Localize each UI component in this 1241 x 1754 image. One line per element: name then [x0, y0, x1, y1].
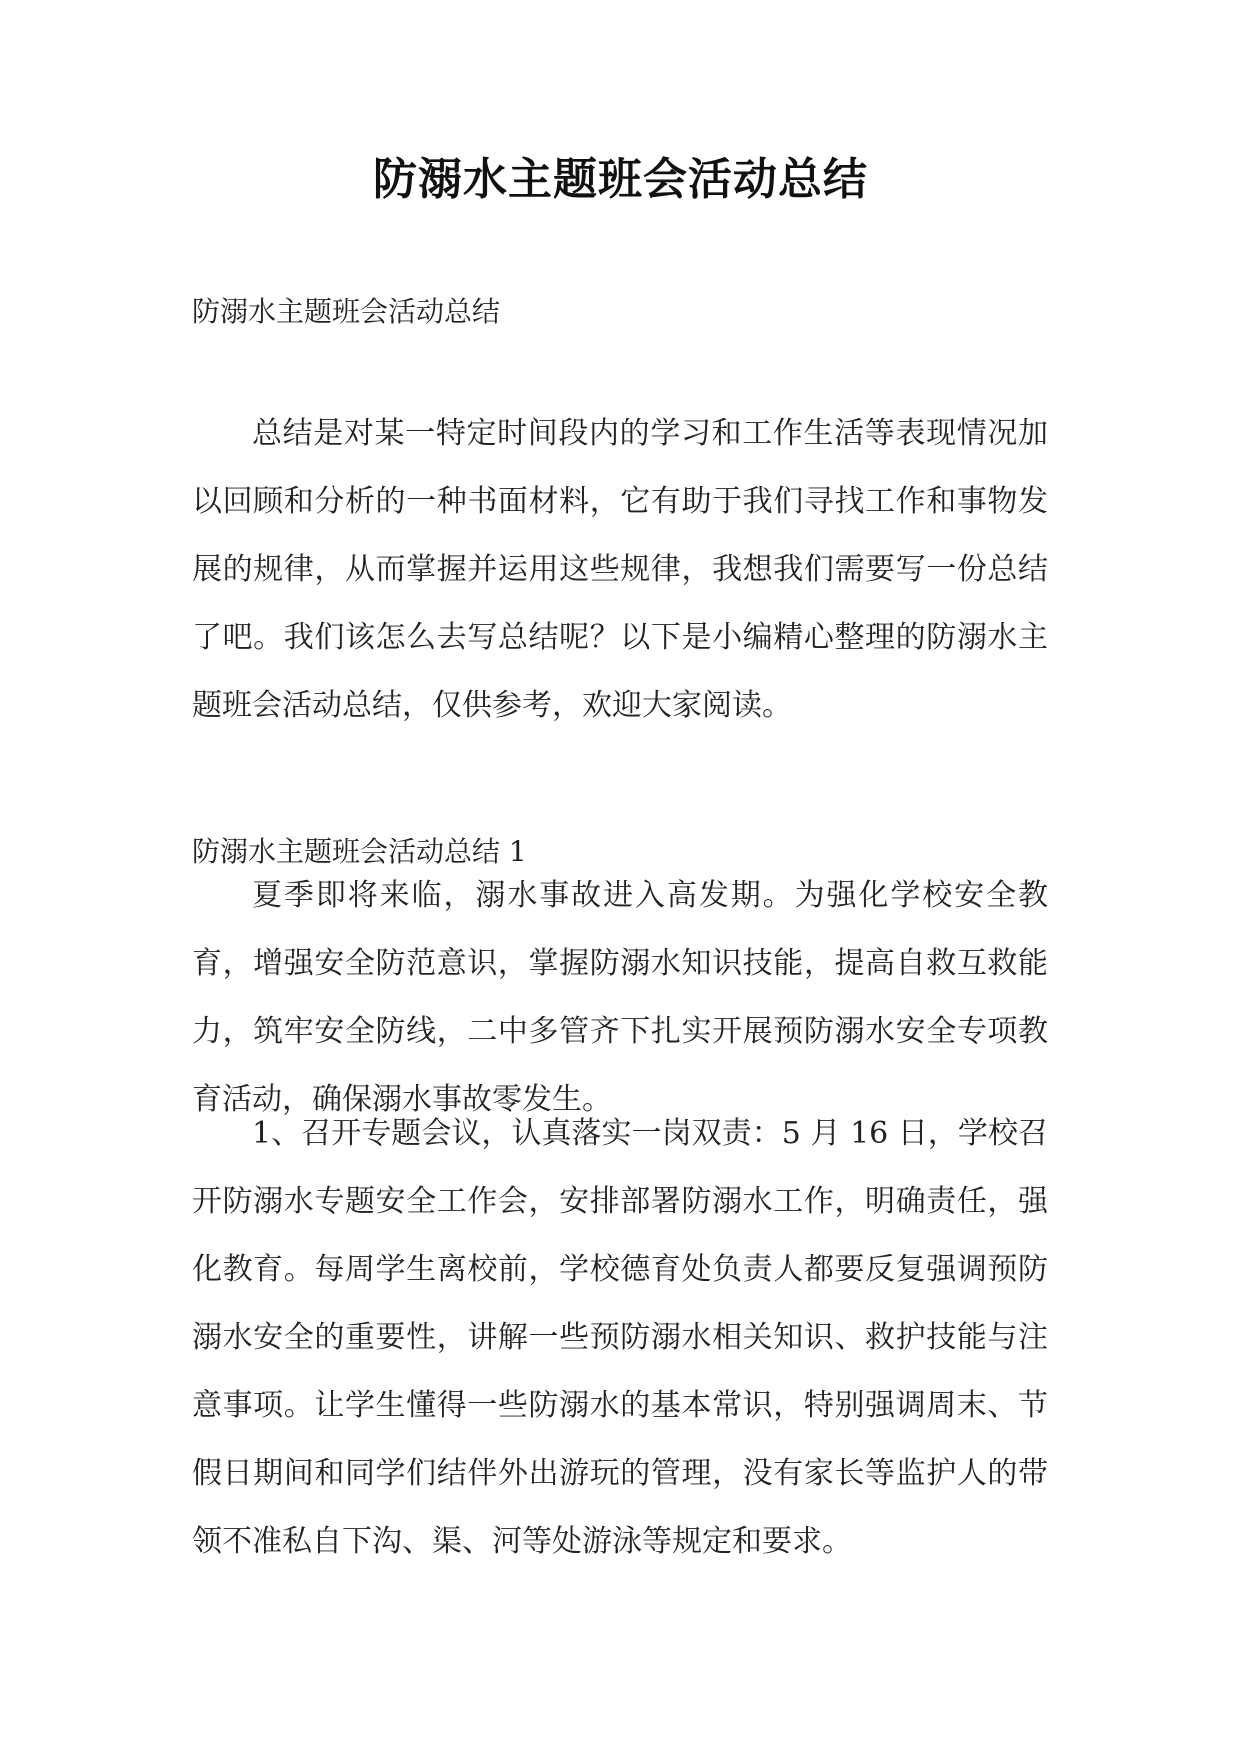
- section-heading: 防溺水主题班会活动总结 1: [192, 835, 527, 868]
- intro-paragraph: 总结是对某一特定时间段内的学习和工作生活等表现情况加以回顾和分析的一种书面材料，它有助于我们寻找工作和事物发展的规律，从而掌握并运用这些规律，我想我们需要写一份总结了吧。我们该怎么去写总结呢？以下是小编精心整理的防溺水主题班会活动总结，仅供参考，欢迎大家阅读。: [192, 416, 1048, 723]
- body-paragraph: 夏季即将来临，溺水事故进入高发期。为强化学校安全教育，增强安全防范意识，掌握防溺水知识技能，提高自救互救能力，筑牢安全防线，二中多管齐下扎实开展预防溺水安全专项教育活动，确保溺水事故零发生。: [192, 878, 1048, 1117]
- document-subtitle: 防溺水主题班会活动总结: [192, 295, 501, 328]
- document-title: 防溺水主题班会活动总结: [373, 154, 868, 205]
- body-paragraph: 1、召开专题会议，认真落实一岗双责：5 月 16 日，学校召开防溺水专题安全工作会，安排部署防溺水工作，明确责任，强化教育。每周学生离校前，学校德育处负责人都要反复强调预防溺水安全的重要性，讲解一些预防溺水相关知识、救护技能与注意事项。让学生懂得一些防溺水的基本常识，特别强调周末、节假日期间和同学们结伴外出游玩的管理，没有家长等监护人的带领不准私自下沟、渠、河等处游泳等规定和要求。: [192, 1116, 1048, 1559]
